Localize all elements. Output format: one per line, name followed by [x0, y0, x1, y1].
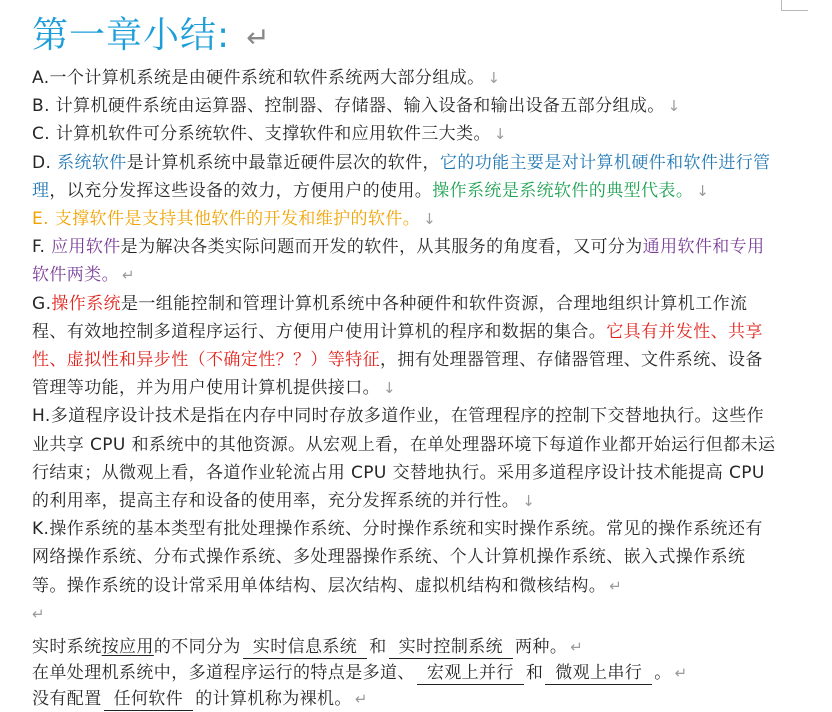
line-break-icon: ↓	[487, 69, 501, 87]
fill-2-blank-2: 微观上串行	[545, 662, 652, 685]
item-a-text: A.一个计算机系统是由硬件系统和软件系统两大部分组成。	[32, 68, 485, 88]
line-break-icon: ↓	[493, 125, 507, 144]
item-d-text1: 是计算机系统中最靠近硬件层次的软件，	[126, 152, 440, 173]
title-text: 第一章小结:	[32, 15, 231, 56]
item-c	[32, 120, 780, 148]
fill-line-2	[32, 660, 780, 686]
return-mark-icon: ↵	[609, 576, 623, 595]
item-d-text2: ，以充分发挥这些设备的效力，方便用户的使用。	[49, 180, 433, 201]
item-h	[32, 402, 780, 515]
item-d-prefix: D.	[32, 152, 58, 173]
item-h-text: H.多道程序设计技术是指在内存中同时存放多道作业，在管理程序的控制下交替地执行。这些作业共享 CPU 和系统中的其他资源。从宏观上看，在单处理器环境下每道作业都开始运行但都未运行结束；从微观上看，各道作业轮流占用 CPU 交替地执行。采用多道程序设计技术能提高 CPU 的利用率，提高主存和设备的使用率，充分发挥系统的并行性。	[32, 406, 776, 512]
fill-1-text2: 的不同分为	[153, 637, 241, 658]
line-break-icon: ↓	[522, 492, 536, 511]
item-g-text1: 是一组能控制和管理计算机系统中各种硬件和软件资源，合理地组织计算机工作流程、有效地控制多道程序运行、方便用户使用计算机的程序和数据的集合。	[32, 293, 748, 342]
fill-1-text1: 实时系统	[32, 637, 102, 658]
item-e-text: E. 支撑软件是支持其他软件的开发和维护的软件。	[32, 209, 421, 230]
return-mark-icon: ↵	[122, 266, 135, 285]
item-f-highlight: 通用软件和专用软件两类。	[32, 237, 765, 286]
page-title	[32, 12, 271, 62]
item-k	[32, 515, 780, 600]
line-break-icon: ↓	[667, 97, 681, 116]
line-break-icon: ↓	[383, 379, 396, 398]
return-mark-icon: ↵	[354, 690, 368, 709]
item-e	[32, 205, 780, 233]
line-break-icon: ↓	[696, 181, 710, 200]
fill-3-text2: 的计算机称为裸机。	[195, 689, 352, 710]
item-d	[32, 149, 780, 205]
fill-1-text3: 和	[369, 637, 387, 658]
fill-1-text4: 两种。	[515, 637, 568, 658]
item-d-highlight1: 它的功能主要是对计算机硬件和软件进行管理	[32, 152, 771, 201]
fill-2-text1: 在单处理机系统中，多道程序运行的特点是多道、	[32, 663, 415, 684]
item-a	[32, 64, 780, 92]
item-b-text: B. 计算机硬件系统由运算器、控制器、存储器、输入设备和输出设备五部分组成。	[32, 96, 665, 117]
item-c-text: C. 计算机软件可分系统软件、支撑软件和应用软件三大类。	[32, 124, 491, 145]
item-d-highlight2: 操作系统是系统软件的典型代表。	[432, 180, 694, 201]
return-mark-icon: ↵	[674, 664, 688, 683]
item-b	[32, 92, 780, 120]
item-g-prefix: G.	[32, 293, 52, 314]
return-mark-icon: ↵	[32, 604, 45, 623]
item-f-prefix: F.	[32, 237, 52, 258]
item-d-term: 系统软件	[57, 152, 127, 173]
item-g-term: 操作系统	[51, 293, 121, 314]
item-k-text: K.操作系统的基本类型有批处理操作系统、分时操作系统和实时操作系统。常见的操作系统还有网络操作系统、分布式操作系统、多处理器操作系统、个人计算机操作系统、嵌入式操作系统等。操作系统的设计常采用单体结构、层次结构、虚拟机结构和微核结构。	[32, 519, 763, 596]
fill-1-blank-2: 实时控制系统	[389, 636, 513, 659]
return-mark-icon: ↵	[246, 21, 271, 54]
page-corner-mark	[781, 0, 808, 11]
return-mark-icon: ↵	[570, 638, 584, 657]
item-g	[32, 290, 780, 403]
fill-3-text1: 没有配置	[32, 689, 102, 710]
line-break-icon: ↓	[423, 210, 437, 229]
fill-in-blanks	[32, 634, 780, 712]
fill-3-blank-1: 任何软件	[104, 688, 194, 711]
empty-paragraph	[32, 600, 780, 628]
fill-2-text2: 和	[525, 663, 544, 684]
fill-2-blank-1: 宏观上并行	[417, 662, 524, 685]
document-body[interactable]	[32, 64, 780, 712]
fill-2-text3: 。	[654, 663, 672, 684]
fill-1-underlined-term: 按应用	[101, 637, 154, 658]
item-f-text1: 是为解决各类实际问题而开发的软件，从其服务的角度看，又可分为	[120, 237, 643, 258]
fill-1-blank-1: 实时信息系统	[243, 636, 367, 659]
fill-line-1	[32, 634, 780, 660]
item-f-term: 应用软件	[51, 237, 121, 258]
item-g-highlight: 它具有并发性、共享性、虚拟性和异步性（不确定性？？）等特征	[32, 321, 763, 371]
fill-line-3	[32, 686, 780, 712]
item-f	[32, 233, 780, 289]
item-g-text2: ，拥有处理器管理、存储器管理、文件系统、设备管理等功能，并为用户使用计算机提供接口。	[32, 350, 763, 399]
